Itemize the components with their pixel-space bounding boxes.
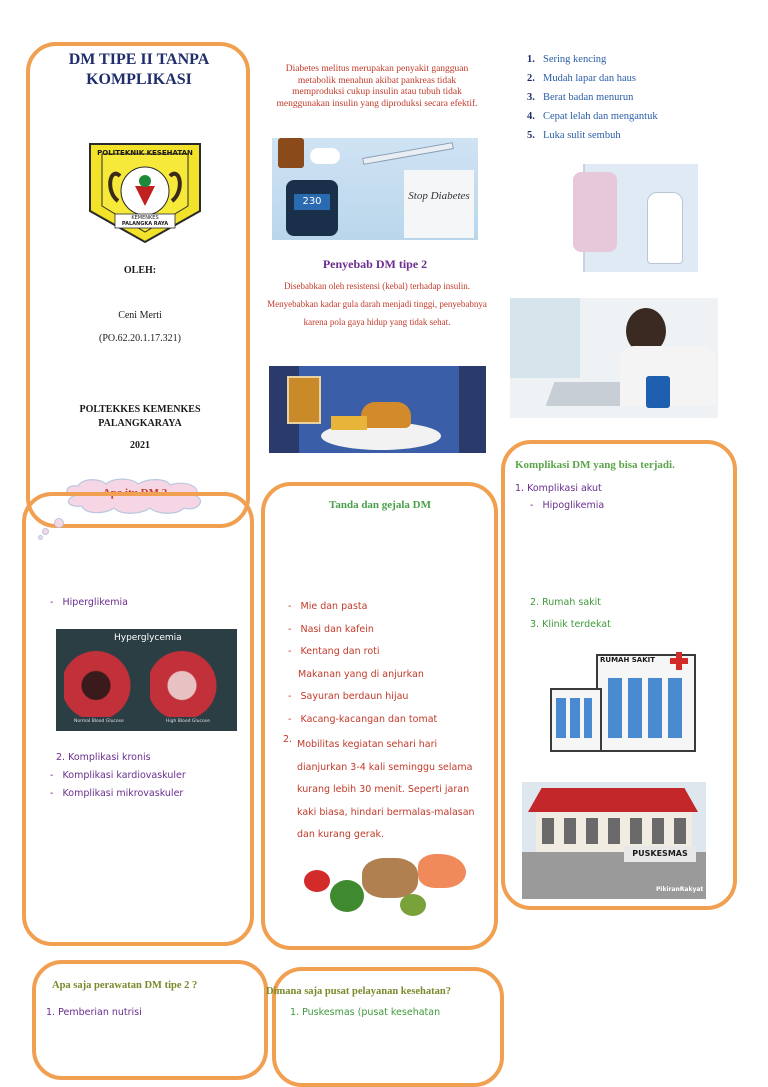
fries — [331, 416, 367, 430]
dash: - — [50, 597, 63, 608]
label-high: High Blood Glucose — [166, 719, 210, 724]
dash: - — [288, 623, 301, 635]
dash: - — [288, 691, 301, 702]
toilet — [647, 192, 683, 264]
watermark: PikiranRakyat — [656, 886, 704, 893]
acute-label: 1. Komplikasi akut — [515, 483, 602, 494]
vessel-high — [150, 647, 230, 717]
avocado — [400, 894, 426, 916]
dash: - — [288, 601, 301, 612]
junkfood-photo — [269, 366, 486, 453]
salmon — [418, 854, 466, 888]
hospital-sign: RUMAH SAKIT — [600, 656, 656, 664]
list-item: 5. Luka sulit sembuh — [527, 130, 621, 141]
hyper-image-title: Hyperglycemia — [114, 633, 182, 643]
micro-text: Komplikasi mikrovaskuler — [62, 788, 184, 799]
dash: - — [50, 770, 63, 781]
list-item: 3. Berat badan menurun — [527, 92, 634, 103]
dash: - — [288, 646, 301, 657]
dash: - — [50, 788, 63, 799]
cover-frame — [26, 42, 250, 528]
legs — [573, 172, 617, 252]
toilet-photo — [543, 164, 698, 272]
label-normal: Normal Blood Glucose — [74, 719, 124, 724]
list-item: - Kacang-kacangan dan tomat — [288, 713, 438, 725]
stop-note-text: Stop Diabetes — [408, 190, 470, 202]
poltekkes-logo — [80, 136, 210, 246]
author-name: Ceni Merti — [118, 310, 162, 321]
hyperglycemia-image — [56, 629, 237, 731]
logo-sub: KEMENKES — [131, 215, 159, 221]
activity-num: 2. — [283, 734, 293, 745]
building-windows — [542, 818, 686, 844]
logo-text: POLITEKNIK KESEHATAN — [97, 149, 193, 157]
complications-title: Komplikasi DM yang bisa terjadi. — [515, 459, 675, 471]
list-item: 2. Mudah lapar dan haus — [527, 73, 637, 84]
hypo-label — [530, 500, 730, 511]
hospital-label: 2. Rumah sakit — [530, 597, 602, 608]
list-item: 1. Sering kencing — [527, 54, 607, 65]
list-item: - Nasi dan kafein — [288, 623, 374, 635]
services-first: 1. Puskesmas (pusat kesehatan — [290, 1007, 441, 1018]
cross-h — [670, 658, 688, 664]
list-item: - Mie dan pasta — [288, 601, 368, 612]
vessel-normal — [64, 647, 144, 717]
chronic-label: 2. Komplikasi kronis — [56, 752, 151, 763]
diabetes-photo — [272, 138, 478, 240]
mug — [646, 376, 670, 408]
tired-woman-photo — [510, 298, 718, 418]
cardio-label — [50, 770, 250, 781]
oleh-label: OLEH: — [123, 265, 157, 276]
roof — [528, 788, 698, 812]
hospital-windows-left — [556, 698, 592, 738]
puskesmas-sign: PUSKESMAS — [624, 846, 696, 862]
cover-year: 2021 — [130, 440, 150, 451]
bottom-mid-frame — [272, 967, 504, 1087]
cause-title: Penyebab DM tipe 2 — [322, 257, 428, 271]
cloud-label: Apa itu DM ? — [102, 487, 168, 499]
window — [510, 298, 580, 378]
cause-body: Disebabkan oleh resistensi (kebal) terhadap insulin. Menyebabkan kadar gula darah menjadi tinggi, penyebabnya karena pola gaya hidup yang tidak sehat. — [267, 281, 487, 327]
burger — [361, 402, 411, 428]
beer-glass — [287, 376, 321, 424]
activity-text: Mobilitas kegiatan sehari hari dianjurkan 3-4 kali seminggu selama kurang lebih 30 menit. Seperti jaran kaki biasa, hindari bermalas-malasan dan kurang gerak. — [297, 739, 475, 840]
list-item: - Sayuran berdaun hijau — [288, 691, 409, 702]
bottom-left-frame — [32, 960, 268, 1080]
tomatoes — [304, 870, 330, 892]
clinic-label: 3. Klinik terdekat — [530, 619, 611, 630]
glucometer-screen: 230 — [294, 194, 330, 210]
micro-label — [50, 788, 250, 799]
stop-note — [404, 170, 474, 238]
dash: - — [530, 500, 543, 511]
symptoms-list — [527, 50, 737, 145]
hypo-text: Hipoglikemia — [542, 500, 605, 511]
broccoli — [330, 880, 364, 912]
care-title: Apa saja perawatan DM tipe 2 ? — [52, 980, 198, 991]
list-item: - Kentang dan roti — [288, 646, 380, 657]
hospital-building — [550, 648, 695, 748]
logo-city: PALANGKA RAYA — [121, 221, 169, 227]
hyper-text: Hiperglikemia — [62, 597, 128, 608]
dash: - — [288, 713, 301, 725]
pill-bottle — [278, 138, 304, 168]
syringe — [362, 142, 454, 165]
nuts — [362, 858, 418, 898]
hospital-windows — [608, 678, 688, 738]
puskesmas-photo — [522, 782, 706, 899]
red-cross — [670, 652, 688, 670]
care-first: 1. Pemberian nutrisi — [46, 1007, 142, 1018]
dm-definition: Diabetes melitus merupakan penyakit gangguan metabolik menahun akibat pankreas tidak memproduksi cukup insulin atau tubuh tidak menggunakan insulin yang diproduksi secara efektif. — [276, 64, 478, 109]
cardio-text: Komplikasi kardiovaskuler — [62, 770, 186, 781]
middle-title: Tanda dan gejala DM — [329, 499, 431, 511]
recommended-label: Makanan yang di anjurkan — [298, 668, 424, 680]
author-nim: (PO.62.20.1.17.321) — [99, 333, 181, 344]
healthy-food-image — [300, 850, 470, 922]
food-list — [288, 596, 488, 731]
cover-title: DM TIPE II TANPA KOMPLIKASI — [68, 51, 210, 88]
hyper-label — [50, 597, 250, 608]
pills — [310, 148, 340, 164]
services-title: Dimana saja pusat pelayanan kesehatan? — [266, 986, 451, 997]
list-item: 4. Cepat lelah dan mengantuk — [527, 111, 658, 122]
institution: POLTEKKES KEMENKES PALANGKARAYA — [79, 404, 201, 429]
